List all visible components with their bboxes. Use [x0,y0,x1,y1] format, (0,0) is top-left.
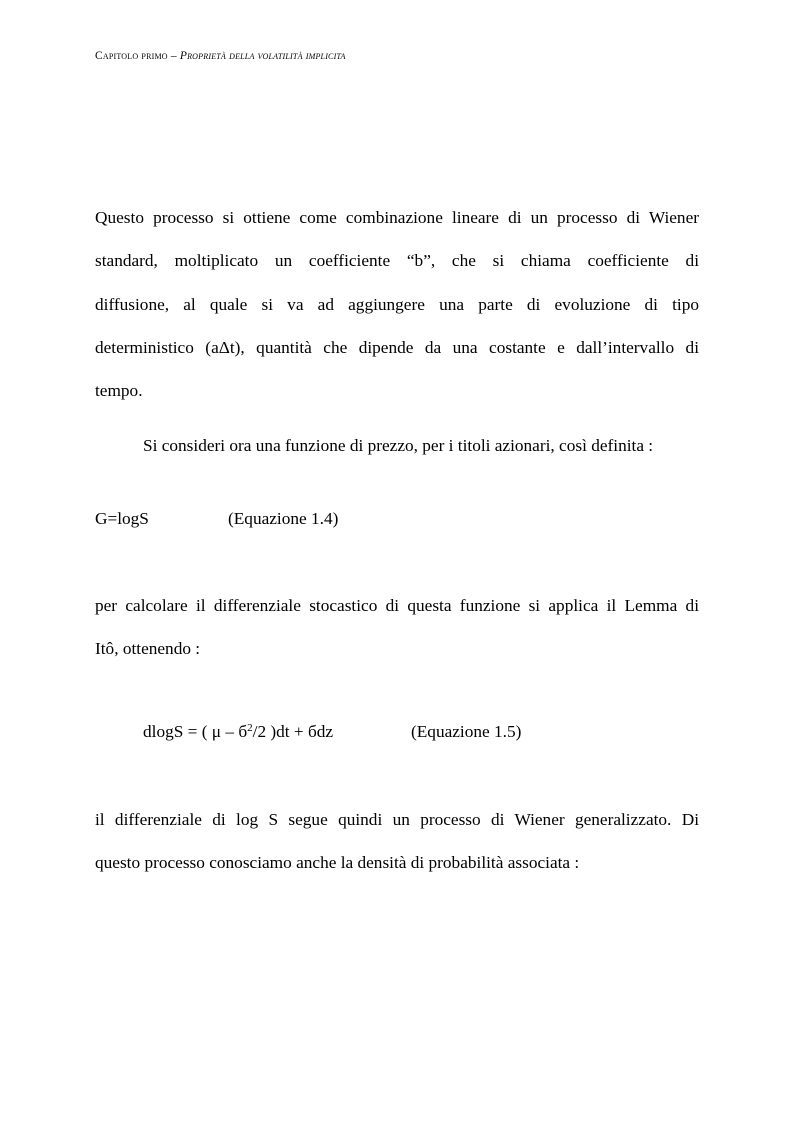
equation-exponent: 2 [247,722,253,734]
paragraph-line: questo processo conosciamo anche la densità di probabilità associata : [95,853,580,873]
equation-label: (Equazione 1.4) [228,509,339,528]
running-header [95,50,346,62]
paragraph-line: tempo. [95,381,143,401]
paragraph-generalized-wiener [95,798,699,885]
equation-1-5 [143,722,522,742]
paragraph-line: diffusione, al quale si va ad aggiungere una parte di evoluzione di tipo [95,294,699,314]
paragraph-line: Itô, ottenendo : [95,639,201,659]
paragraph-line: il differenziale di log S segue quindi un processo di Wiener generalizzato. Di [95,810,699,829]
equation-label: (Equazione 1.5) [411,722,522,741]
equation-1-4 [95,509,339,529]
equation-formula: G=logS [95,509,149,528]
paragraph-line: Questo processo si ottiene come combinazione lineare di un processo di Wiener [95,208,699,227]
header-section-title: Proprietà della volatilità implicita [179,50,346,62]
header-separator: – [167,50,180,62]
equation-formula [143,722,333,741]
equation-formula-part: /2 )dt + бdz [252,722,334,741]
paragraph-line: per calcolare il differenziale stocastico di questa funzione si applica il Lemma di [95,596,699,615]
equation-formula-part: dlogS = ( μ – б [143,722,248,741]
paragraph-ito-lemma [95,584,699,671]
paragraph-text: Si consideri ora una funzione di prezzo, per i titoli azionari, così definita : [143,436,654,455]
paragraph-wiener-process [95,196,699,412]
paragraph-line: standard, moltiplicato un coefficiente “b”, che si chiama coefficiente di [95,251,699,271]
paragraph-price-function [95,424,699,467]
paragraph-line: deterministico (aΔt), quantità che dipende da una costante e dall’intervallo di [95,337,699,357]
header-chapter: Capitolo primo [95,50,168,62]
